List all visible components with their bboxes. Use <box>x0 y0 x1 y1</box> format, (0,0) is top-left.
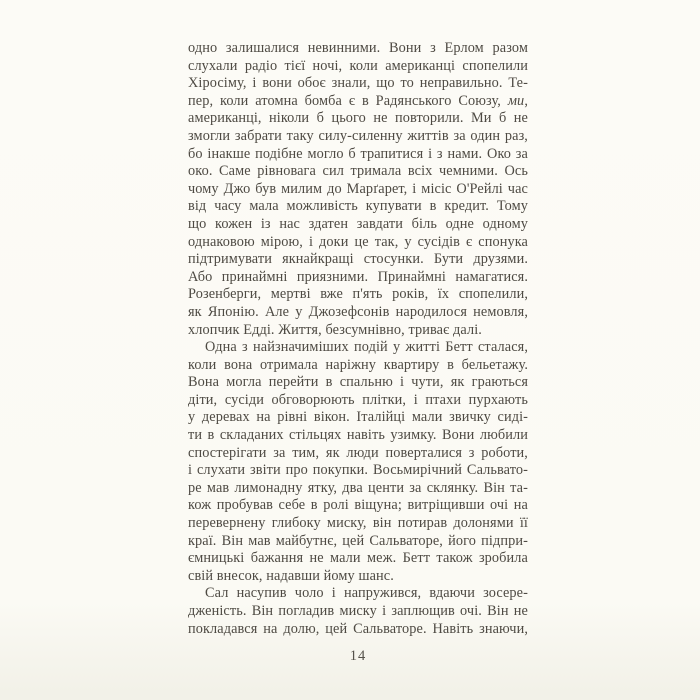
page-number: 14 <box>349 648 367 664</box>
text-line: око. Саме рівновага сил тримала всіх чемними. Ось <box>188 163 528 180</box>
text-line: Вона могла перейти в спальню і чути, як граються <box>188 374 528 391</box>
text-line: як Японію. Але у Джозефсонів народилося немовля, <box>188 303 528 320</box>
text-line: Сал насупив чоло і напружився, вдаючи зосере- <box>205 585 528 602</box>
text-line: Розенберги, мертві вже п'ять років, їх спопелили, <box>188 286 528 303</box>
text-line: хлопчик Едді. Життя, безсумнівно, триває далі. <box>188 321 482 338</box>
text-line: перевернену глибоку миску, він потирав долонями її <box>188 515 528 532</box>
text-line: слухали радіо тієї ночі, коли американці спопелили <box>188 57 528 74</box>
text-line: чому Джо був милим до Марґарет, і місіс О'Рейлі час <box>188 180 528 197</box>
text-line: дженість. Він погладив миску і заплющив очі. Він не <box>188 603 528 619</box>
text-line: свій внесок, надавши йому шанс. <box>188 567 394 584</box>
text-line: від часу мала можливість купувати в кредит. Тому <box>188 198 528 215</box>
text-line: кож пробував себе в ролі віщуна; витріщивши очі на <box>188 497 528 514</box>
text-line: спостерігати за тим, як люди поверталися з роботи, <box>188 444 528 461</box>
text-line: і слухати звіти про покупки. Восьмирічний Сальвато- <box>188 462 528 479</box>
text-line: Одна з найзначиміших подій у житті Бетт сталася, <box>205 339 528 356</box>
text-line: краї. Він мав майбутнє, цей Сальваторе, його підпри- <box>188 532 528 549</box>
text-line: що кожен із нас здатен завдати біль одне одному <box>188 215 528 232</box>
text-line: діти, сусіди обговорюють плітки, і птахи пурхають <box>188 391 528 408</box>
text-line: пер, коли атомна бомба є в Радянського Союзу, ми, <box>188 92 528 109</box>
text-line: одно залишалися невинними. Вони з Ерлом разом <box>188 40 528 56</box>
text-line: однаковою мірою, і доки це так, у сусідів є спонука <box>188 233 528 250</box>
text-line: ємницькі бажання не мали меж. Бетт також зробила <box>188 550 528 567</box>
text-line: у деревах на рівні вікон. Італійці мали звичку сиді- <box>188 409 528 426</box>
text-line: підтримувати якнайкращі стосунки. Бути друзями. <box>188 251 528 268</box>
text-line: Або принаймні приязними. Принаймні намагатися. <box>188 268 528 285</box>
text-line: коли вона отримала наріжну квартиру в бельетажу. <box>188 356 528 373</box>
text-line: змогли забрати таку силу-силенну життів за один раз, <box>188 127 528 144</box>
text-line: ре мав лимонадну ятку, два центи за склянку. Він та- <box>188 479 528 496</box>
text-line: ти в складаних стільцях навіть узимку. Вони любили <box>188 427 528 444</box>
italic-word: ми <box>507 92 525 109</box>
text-line: покладався на долю, цей Сальваторе. Навіть знаючи, <box>188 620 528 637</box>
page-text <box>188 40 528 638</box>
text-line: американці, ніколи б цього не повторили. Ми б не <box>188 110 528 127</box>
text-line: бо інакше подібне могло б трапитися і з нами. Око за <box>188 145 528 162</box>
text-line: Хіросіму, і вони обоє знали, що то неправильно. Те- <box>188 75 528 92</box>
